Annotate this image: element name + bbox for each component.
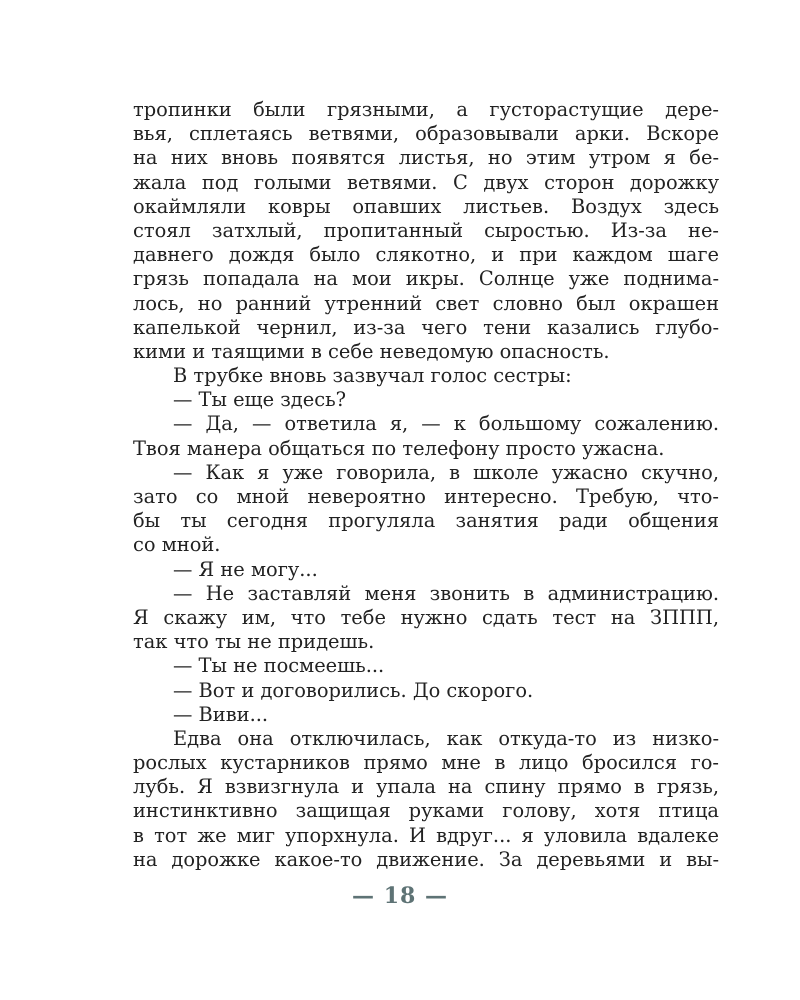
text-line: жала под голыми ветвями. С двух сторон дорожку xyxy=(133,170,719,194)
text-line: капелькой чернил, из-за чего тени казались глубо- xyxy=(133,315,719,339)
text-line: рослых кустарников прямо мне в лицо бросился го- xyxy=(133,751,719,775)
page-number: — 18 — xyxy=(352,883,448,909)
text-line: кими и таящими в себе неведомую опасность. xyxy=(133,339,610,363)
text-line: Твоя манера общаться по телефону просто ужасна. xyxy=(133,436,665,460)
text-line: вья, сплетаясь ветвями, образовывали арки. Вскоре xyxy=(133,122,719,146)
text-line: грязь попадала на мои икры. Солнце уже поднима- xyxy=(133,267,719,291)
text-line: — Как я уже говорила, в школе ужасно скучно, xyxy=(173,460,719,484)
text-line: зато со мной невероятно интересно. Требую, что- xyxy=(133,485,719,508)
text-line: — Я не могу... xyxy=(173,557,318,581)
text-line: Я скажу им, что тебе нужно сдать тест на ЗППП, xyxy=(133,605,719,629)
text-line: — Ты еще здесь? xyxy=(173,388,347,412)
text-line: — Вот и договорились. До скорого. xyxy=(173,678,534,702)
text-line: стоял затхлый, пропитанный сыростью. Из-за не- xyxy=(133,218,719,242)
body-text xyxy=(133,98,719,872)
text-line: — Да, — ответила я, — к большому сожалению. xyxy=(173,412,719,436)
text-line: — Не заставляй меня звонить в администрацию. xyxy=(173,581,719,605)
text-line: тропинки были грязными, а густорастущие дере- xyxy=(133,98,719,121)
text-line: лубь. Я взвизгнула и упала на спину прямо в грязь, xyxy=(133,775,719,799)
text-line: окаймляли ковры опавших листьев. Воздух здесь xyxy=(133,194,719,218)
text-line: на них вновь появятся листья, но этим утром я бе- xyxy=(133,146,719,170)
text-line: инстинктивно защищая руками голову, хотя птица xyxy=(133,799,719,823)
text-line: лось, но ранний утренний свет словно был окрашен xyxy=(133,291,719,315)
text-line: на дорожке какое-то движение. За деревьями и вы- xyxy=(133,847,719,871)
text-line: — Ты не посмеешь... xyxy=(173,654,385,678)
text-line: бы ты сегодня прогуляла занятия ради общения xyxy=(133,509,719,533)
text-line: — Виви... xyxy=(173,702,269,726)
text-line: В трубке вновь зазвучал голос сестры: xyxy=(173,364,572,388)
text-line: давнего дождя было слякотно, и при каждом шаге xyxy=(133,243,719,267)
text-line: со мной. xyxy=(133,533,221,557)
text-line: так что ты не придешь. xyxy=(133,630,375,654)
text-line: Едва она отключилась, как откуда-то из низко- xyxy=(173,726,719,750)
text-line: в тот же миг упорхнула. И вдруг... я уловила вдалеке xyxy=(133,823,719,847)
